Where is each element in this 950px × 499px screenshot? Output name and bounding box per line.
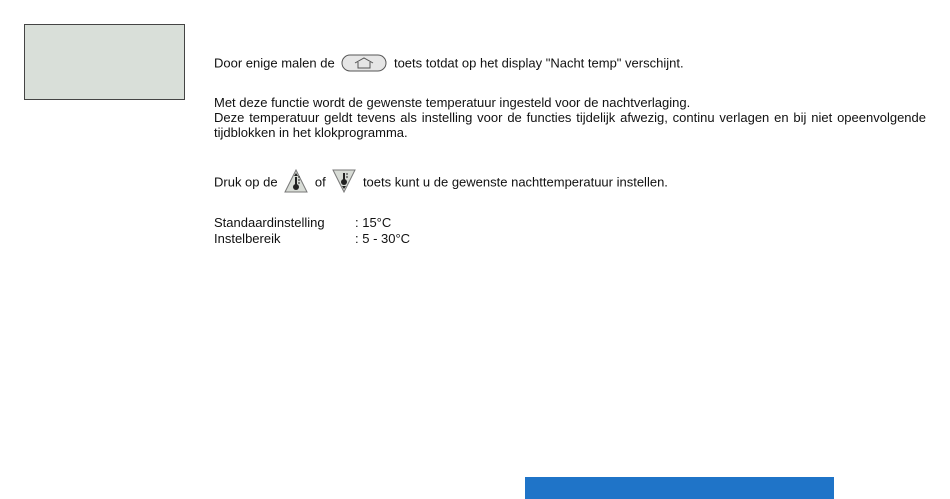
settings-row-range — [214, 231, 926, 247]
settings-row-default — [214, 215, 926, 231]
setting-value: : 5 - 30°C — [355, 231, 411, 246]
footer-bar — [525, 477, 834, 499]
temperature-down-icon — [331, 168, 357, 194]
home-key-icon — [341, 54, 387, 72]
adjust-text-after: toets kunt u de gewenste nachttemperatuur instellen. — [362, 174, 668, 190]
function-description — [214, 95, 926, 140]
adjust-text-or: of — [314, 174, 326, 190]
lcd-display — [24, 24, 185, 100]
setting-label: Instelbereik — [214, 231, 281, 246]
settings-table — [214, 215, 926, 247]
instruction-adjust-temperature — [214, 170, 926, 196]
instruction-text-after: toets totdat op het display "Nacht temp" verschijnt. — [393, 55, 684, 71]
adjust-text-before: Druk op de — [214, 174, 278, 190]
description-line-1: Met deze functie wordt de gewenste temperatuur ingesteld voor de nachtverlaging. — [214, 95, 691, 110]
setting-value: : 15°C — [355, 215, 392, 230]
description-line-2: Deze temperatuur geldt tevens als instelling voor de functies tijdelijk afwezig, continu verlagen en bij niet opeenvolgende tijdblokken in het klokprogramma. — [214, 110, 926, 140]
temperature-up-icon — [283, 168, 309, 194]
instruction-select-mode — [214, 55, 926, 73]
instruction-text-before: Door enige malen de — [214, 55, 335, 71]
setting-label: Standaardinstelling — [214, 215, 325, 230]
